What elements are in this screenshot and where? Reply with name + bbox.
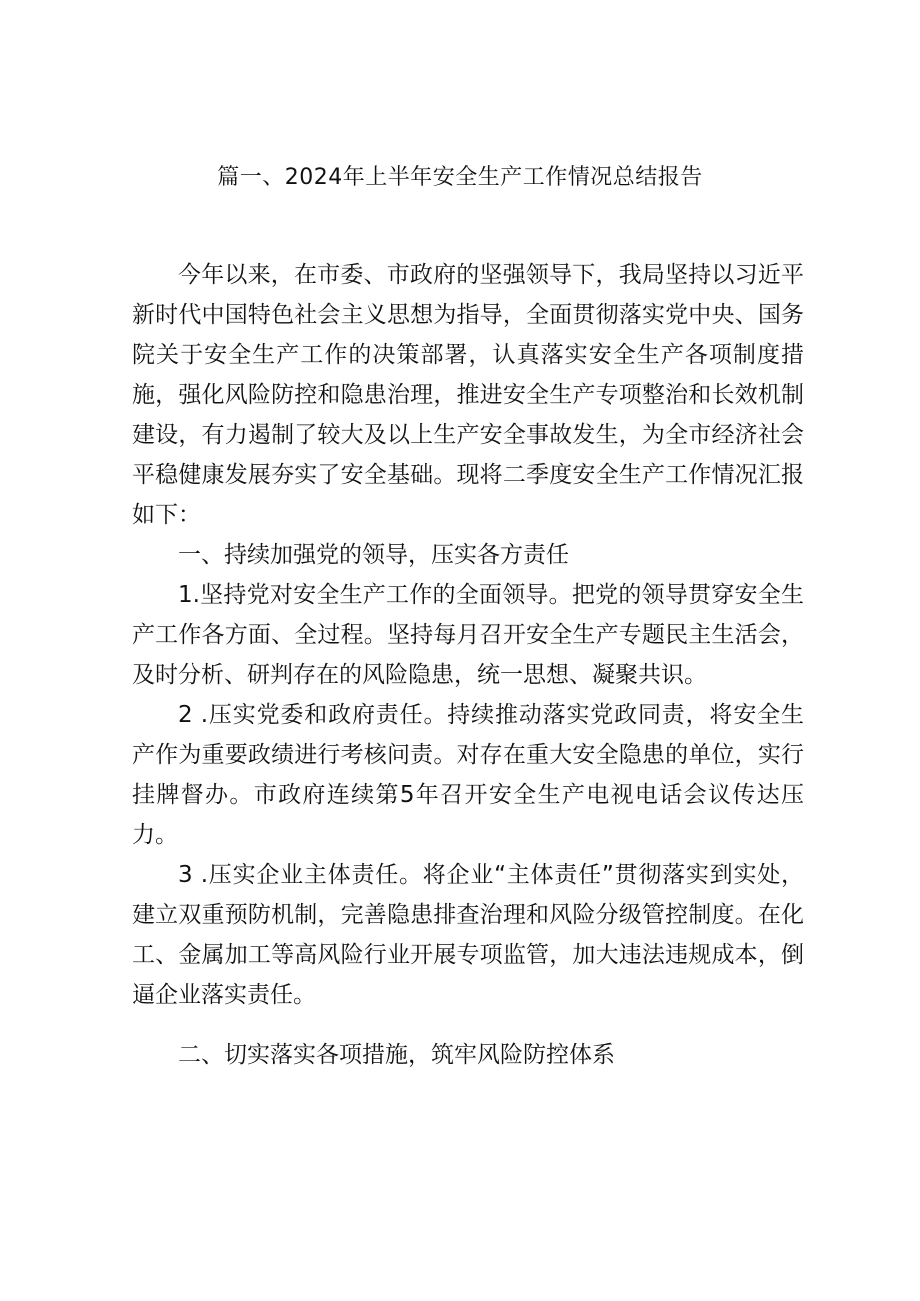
paragraph-gap xyxy=(132,1015,804,1035)
item-2-paragraph: 2 .压实党委和政府责任。持续推动落实党政同责，将安全生产作为重要政绩进行考核问责。对存在重大安全隐患的单位，实行挂牌督办。市政府连续第5年召开安全生产电视电话会议传达压力。 xyxy=(132,702,804,848)
item-3-paragraph: 3 .压实企业主体责任。将企业“主体责任”贯彻落实到实处，建立双重预防机制，完善隐患排查治理和风险分级管控制度。在化工、金属加工等高风险行业开展专项监管，加大违法违规成本，倒逼企业落实责任。 xyxy=(132,862,804,1008)
intro-paragraph: 今年以来，在市委、市政府的坚强领导下，我局坚持以习近平新时代中国特色社会主义思想为指导，全面贯彻落实党中央、国务院关于安全生产工作的决策部署，认真落实安全生产各项制度措施，强化风险防控和隐患治理，推进安全生产专项整治和长效机制建设，有力遏制了较大及以上生产安全事故发生，为全市经济社会平稳健康发展夯实了安全基础。现将二季度安全生产工作情况汇报如下： xyxy=(132,262,804,528)
item-1-paragraph: 1.坚持党对安全生产工作的全面领导。把党的领导贯穿安全生产工作各方面、全过程。坚持每月召开安全生产专题民主生活会，及时分析、研判存在的风险隐患，统一思想、凝聚共识。 xyxy=(132,582,804,688)
document-title: 篇一、2024年上半年安全生产工作情况总结报告 xyxy=(217,165,703,190)
section-2-heading: 二、切实落实各项措施，筑牢风险防控体系 xyxy=(178,1042,615,1068)
section-1-heading: 一、持续加强党的领导，压实各方责任 xyxy=(178,542,569,568)
document-body xyxy=(132,255,804,1075)
